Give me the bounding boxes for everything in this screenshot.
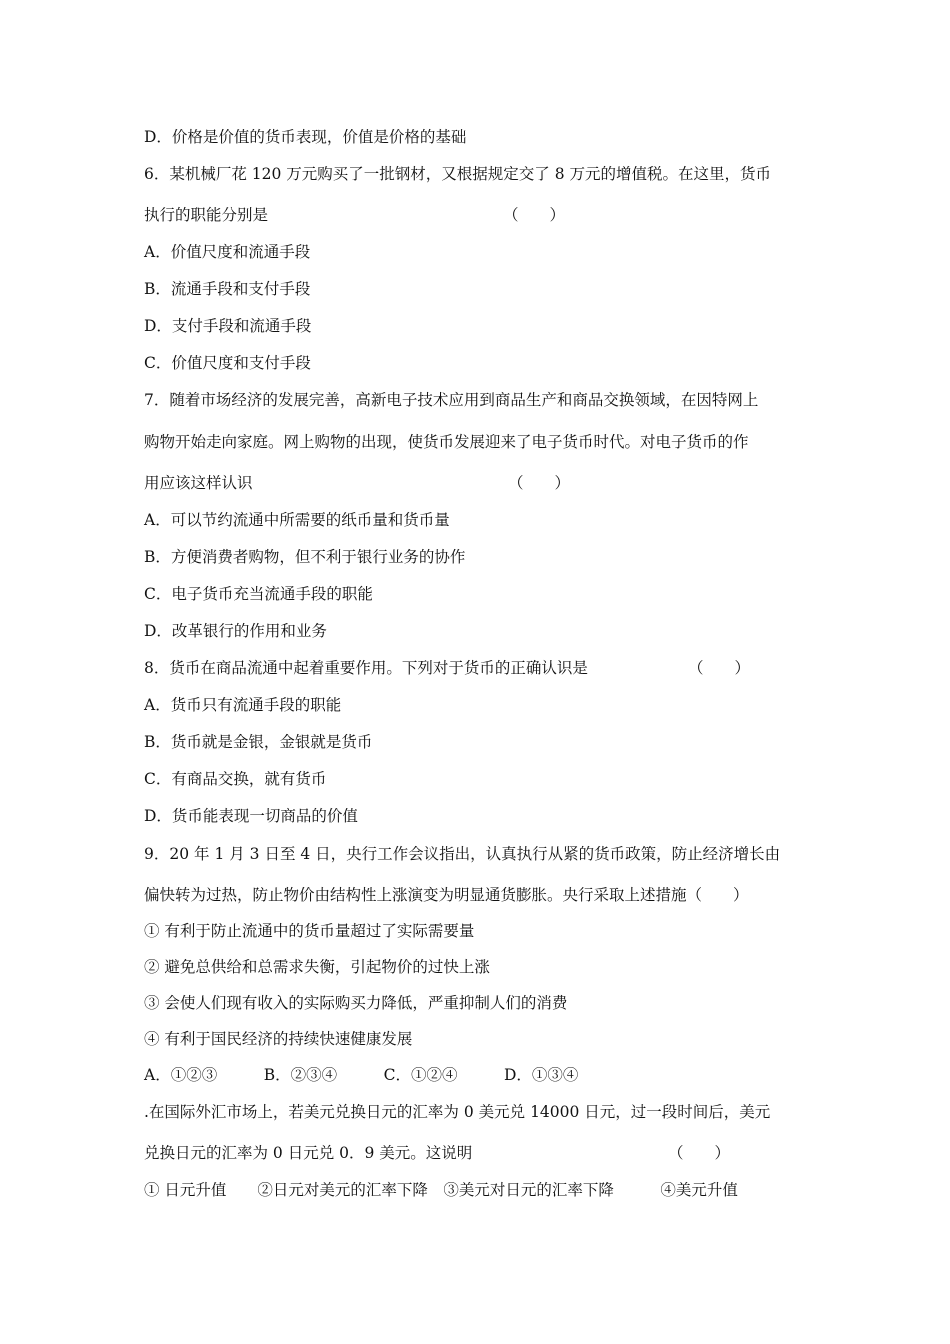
q9-item-3: ③ 会使人们现有收入的实际购买力降低，严重抑制人们的消费 xyxy=(144,994,568,1012)
q7-option-a: A．可以节约流通中所需要的纸币量和货币量 xyxy=(144,511,450,529)
q8-option-d: D．货币能表现一切商品的价值 xyxy=(144,807,358,825)
q6-stem-line-2: 执行的职能分别是 xyxy=(144,206,269,224)
q7-stem-line-3: 用应该这样认识 xyxy=(144,474,253,492)
q8-answer-paren: （ ） xyxy=(688,659,751,677)
q6-option-b: B．流通手段和支付手段 xyxy=(144,280,311,298)
q6-option-d: D．支付手段和流通手段 xyxy=(144,317,312,335)
q8-option-b: B．货币就是金银，金银就是货币 xyxy=(144,733,373,751)
q6-option-a: A．价值尺度和流通手段 xyxy=(144,243,311,261)
q6-answer-paren: （ ） xyxy=(503,206,566,224)
q7-option-c: C．电子货币充当流通手段的职能 xyxy=(144,585,373,603)
q7-answer-paren: （ ） xyxy=(508,474,571,492)
q9-options: A．①②③ B．②③④ C．①②④ D．①③④ xyxy=(144,1066,579,1084)
q8-option-c: C．有商品交换，就有货币 xyxy=(144,770,327,788)
q10-items: ① 日元升值 ②日元对美元的汇率下降 ③美元对日元的汇率下降 ④美元升值 xyxy=(144,1181,738,1199)
q9-item-1: ① 有利于防止流通中的货币量超过了实际需要量 xyxy=(144,922,475,940)
q9-item-4: ④ 有利于国民经济的持续快速健康发展 xyxy=(144,1030,413,1048)
q5-option-d: D．价格是价值的货币表现，价值是价格的基础 xyxy=(144,128,467,146)
q10-stem-line-1: .在国际外汇市场上，若美元兑换日元的汇率为 0 美元兑 14000 日元，过一段时间后，美元 xyxy=(144,1103,771,1121)
q9-item-2: ② 避免总供给和总需求失衡，引起物价的过快上涨 xyxy=(144,958,490,976)
q8-stem: 8．货币在商品流通中起着重要作用。下列对于货币的正确认识是 xyxy=(144,659,588,677)
q10-answer-paren: （ ） xyxy=(668,1144,731,1162)
q6-stem-line-1: 6．某机械厂花 120 万元购买了一批钢材，又根据规定交了 8 万元的增值税。在这里，货币 xyxy=(144,165,772,183)
q7-option-b: B．方便消费者购物，但不利于银行业务的协作 xyxy=(144,548,466,566)
q8-option-a: A．货币只有流通手段的职能 xyxy=(144,696,342,714)
q7-stem-line-2: 购物开始走向家庭。网上购物的出现，使货币发展迎来了电子货币时代。对电子货币的作 xyxy=(144,433,749,451)
q7-stem-line-1: 7．随着市场经济的发展完善，高新电子技术应用到商品生产和商品交换领域，在因特网上 xyxy=(144,391,759,409)
q9-stem-line-2: 偏快转为过热，防止物价由结构性上涨演变为明显通货膨胀。央行采取上述措施（ ） xyxy=(144,886,749,904)
q6-option-c: C．价值尺度和支付手段 xyxy=(144,354,311,372)
q7-option-d: D．改革银行的作用和业务 xyxy=(144,622,327,640)
q10-stem-line-2: 兑换日元的汇率为 0 日元兑 0．9 美元。这说明 xyxy=(144,1144,473,1162)
q9-stem-line-1: 9．20 年 1 月 3 日至 4 日，央行工作会议指出，认真执行从紧的货币政策，防止经济增长由 xyxy=(144,845,781,863)
